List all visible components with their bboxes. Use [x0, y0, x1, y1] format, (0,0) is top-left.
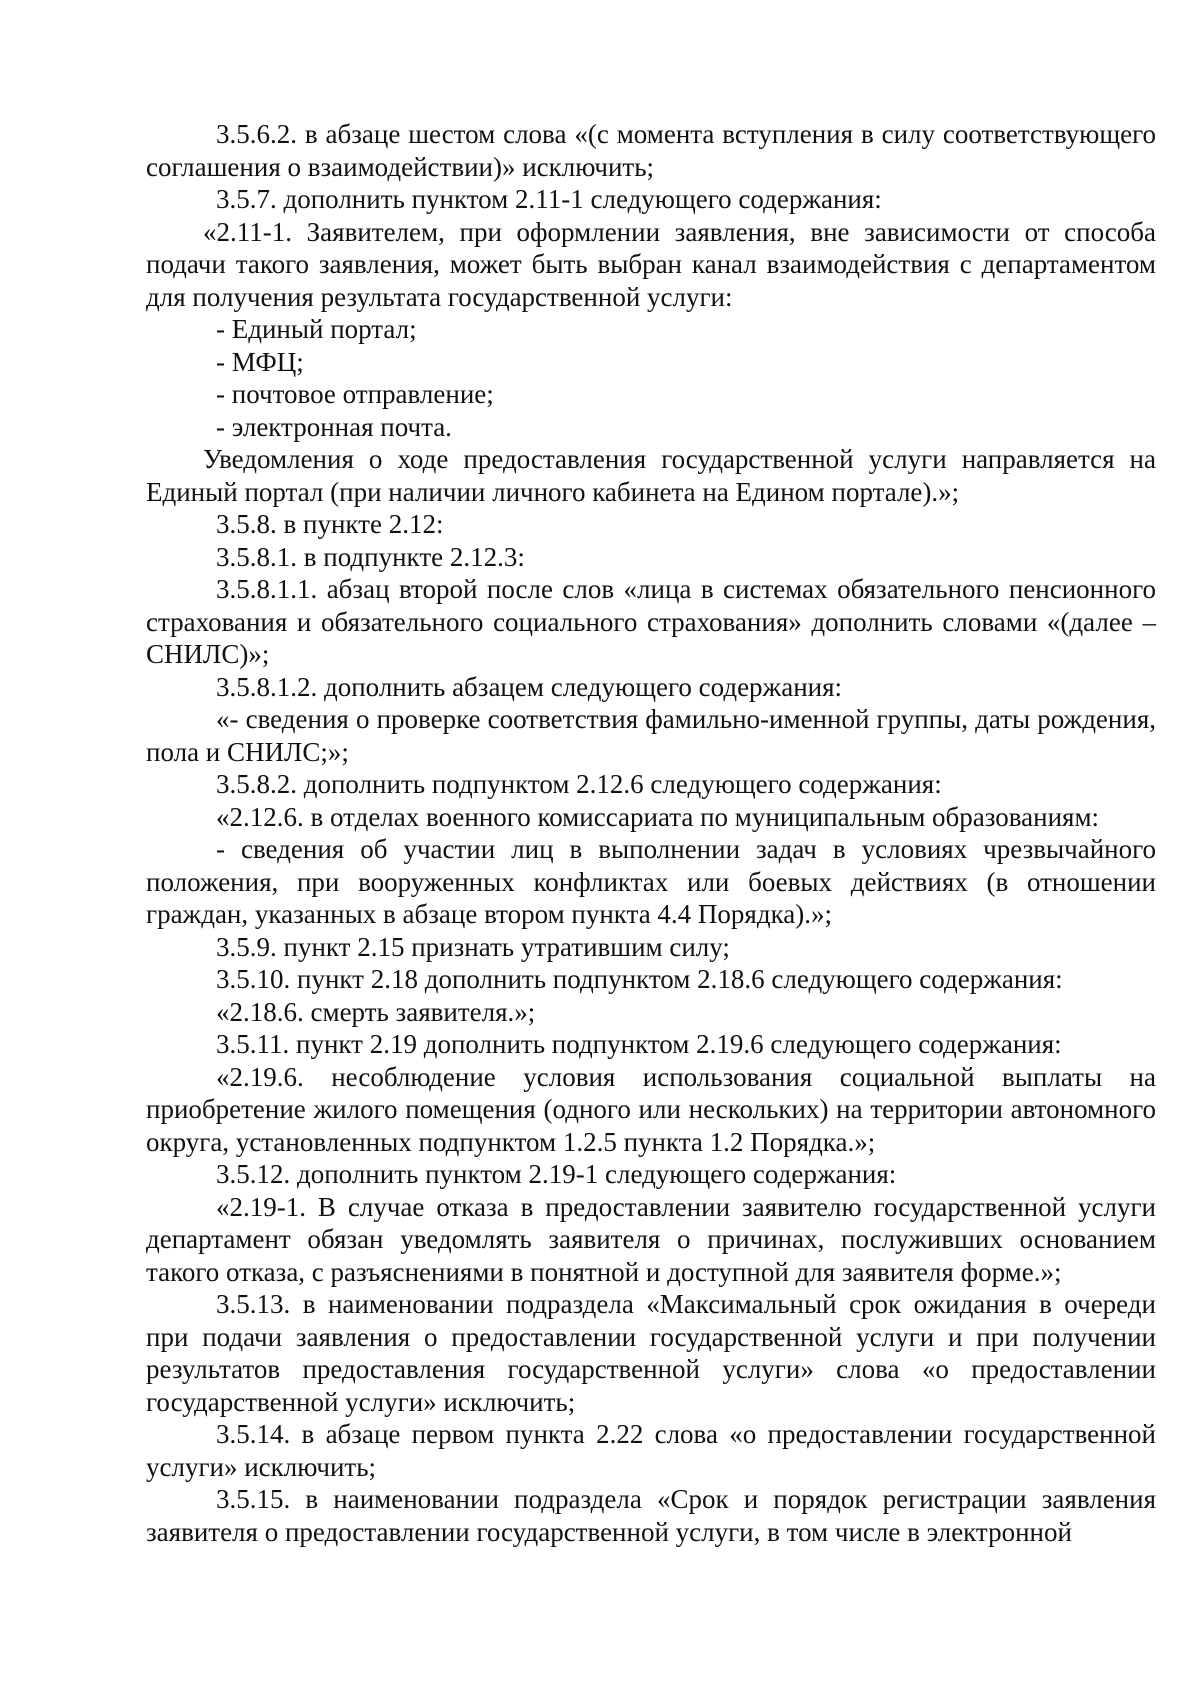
paragraph-2-19-6: «2.19.6. несоблюдение условия использования социальной выплаты на приобретение жилого помещения (одного или нескольких) на территории автономного округа, установленных подпунктом 1.2.5 пункта 1.2 Порядка.»; — [146, 1061, 1156, 1157]
paragraph-3-5-8: 3.5.8. в пункте 2.12: — [216, 509, 444, 539]
paragraph-3-5-13: 3.5.13. в наименовании подраздела «Максимальный срок ожидания в очереди при подачи заявления о предоставлении государственной услуги и при получении результатов предоставления государственной услуги» слова «о предоставлении государственной услуги» исключить; — [146, 1289, 1156, 1417]
paragraph-3-5-9: 3.5.9. пункт 2.15 признать утратившим силу; — [216, 931, 730, 962]
paragraph-2-18-6: «2.18.6. смерть заявителя.»; — [216, 996, 536, 1027]
paragraph-3-5-8-1-1: 3.5.8.1.1. абзац второй после слов «лица в системах обязательного пенсионного страхования и обязательного социального страхования» дополнить словами «(далее – СНИЛС)»; — [146, 574, 1156, 669]
paragraph-3-5-8-2: 3.5.8.2. дополнить подпунктом 2.12.6 следующего содержания: — [216, 769, 942, 799]
paragraph-3-5-6-2: 3.5.6.2. в абзаце шестом слова «(с момента вступления в силу соответствующего соглашения о взаимодействии)» исключить; — [146, 119, 1156, 182]
list-item-mfc: - МФЦ; — [216, 346, 304, 377]
list-item-post: - почтовое отправление; — [216, 379, 494, 409]
paragraph-3-5-8-1: 3.5.8.1. в подпункте 2.12.3: — [216, 541, 525, 572]
paragraph-2-19-1: «2.19-1. В случае отказа в предоставлении заявителю государственной услуги департамент обязан уведомлять заявителя о причинах, послуживших основанием такого отказа, с разъяснениями в понятной и доступной для заявителя форме.»; — [146, 1191, 1156, 1287]
paragraph-2-12-6: «2.12.6. в отделах военного комиссариата по муниципальным образованиям: — [216, 801, 1100, 832]
list-item-email: - электронная почта. — [216, 411, 452, 442]
paragraph-3-5-11: 3.5.11. пункт 2.19 дополнить подпунктом 2.19.6 следующего содержания: — [216, 1029, 1062, 1059]
paragraph-3-5-7: 3.5.7. дополнить пунктом 2.11-1 следующего содержания: — [216, 184, 882, 214]
list-item-portal: - Единый портал; — [216, 314, 417, 344]
paragraph-3-5-12: 3.5.12. дополнить пунктом 2.19-1 следующего содержания: — [216, 1159, 897, 1189]
paragraph-military-info: - сведения об участии лиц в выполнении задач в условиях чрезвычайного положения, при вооруженных конфликтах или боевых действиях (в отношении граждан, указанных в абзаце втором пункта 4.4 Порядка).»; — [146, 834, 1156, 929]
paragraph-snils-check: «- сведения о проверке соответствия фамильно-именной группы, даты рождения, пола и СНИЛС;»; — [146, 704, 1156, 767]
paragraph-3-5-14: 3.5.14. в абзаце первом пункта 2.22 слова «о предоставлении государственной услуги» исключить; — [146, 1419, 1156, 1482]
paragraph-2-11-1: «2.11-1. Заявителем, при оформлении заявления, вне зависимости от способа подачи такого заявления, может быть выбран канал взаимодействия с департаментом для получения результата государственной услуги: — [146, 216, 1156, 312]
paragraph-3-5-8-1-2: 3.5.8.1.2. дополнить абзацем следующего содержания: — [216, 671, 843, 702]
paragraph-3-5-10: 3.5.10. пункт 2.18 дополнить подпунктом 2.18.6 следующего содержания: — [216, 964, 1063, 994]
document-page — [146, 118, 1156, 1548]
paragraph-3-5-15: 3.5.15. в наименовании подраздела «Срок и порядок регистрации заявления заявителя о предоставлении государственной услуги, в том числе в электронной — [146, 1484, 1156, 1547]
paragraph-notifications: Уведомления о ходе предоставления государственной услуги направляется на Единый портал (при наличии личного кабинета на Едином портале).»; — [146, 444, 1156, 507]
